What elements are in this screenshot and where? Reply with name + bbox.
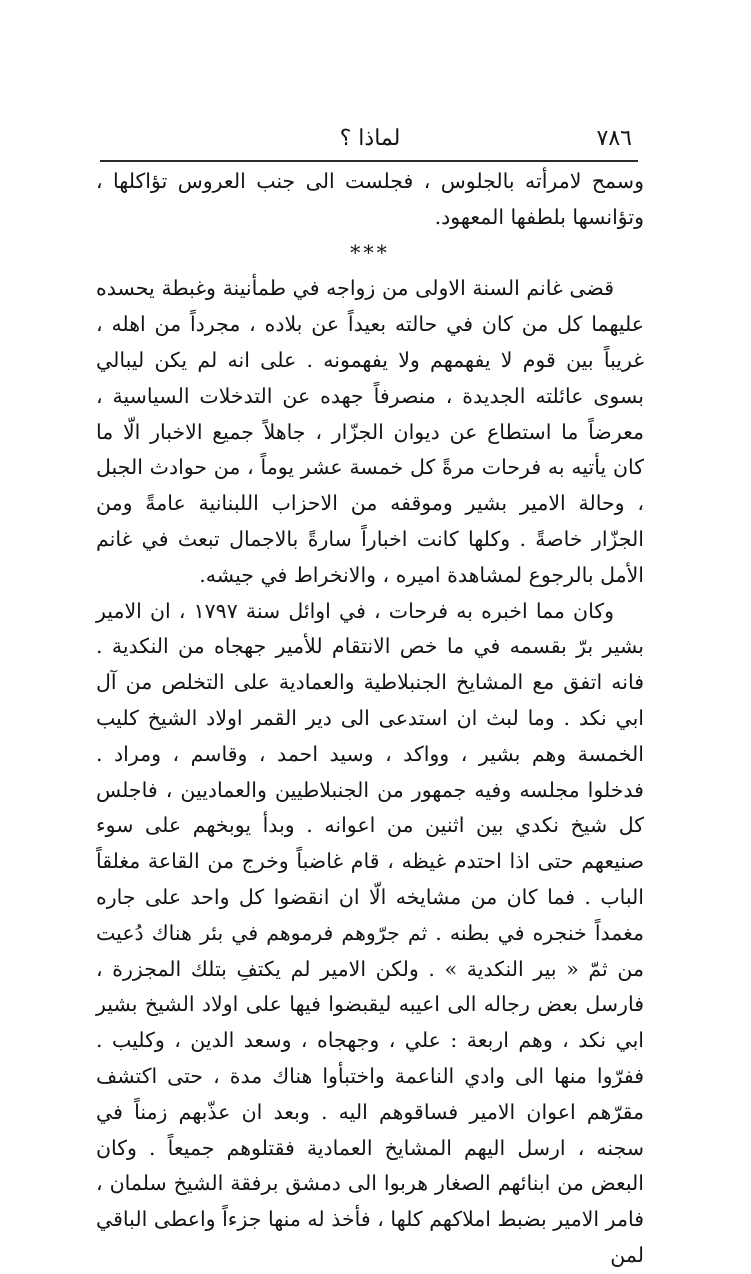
paragraph-2: قضى غانم السنة الاولى من زواجه في طمأنينة وغبطة يحسده عليهما كل من كان في حالته بعيداً عن بلاده ، مجرداً من اهله ، غريباً بين قوم لا يفهمهم ولا يفهمونه . على انه لم يكن ليبالي بسوى عائلته الجديدة ، منصرفاً جهده عن التدخلات السياسية ، معرضاً ما استطاع عن ديوان الجزّار ، جاهلاً جميع الاخبار الّا ما كان يأتيه به فرحات مرةً كل خمسة عشر يوماً ، من حوادث الجبل ، وحالة الامير بشير وموقفه من الاحزاب اللبنانية عامةً ومن الجزّار خاصةً . وكلها كانت اخباراً سارةً بالاجمال تبعث في غانم الأمل بالرجوع لمشاهدة اميره ، والانخراط في جيشه.: [96, 276, 644, 587]
paragraph-3: وكان مما اخبره به فرحات ، في اوائل سنة ١٧٩٧ ، ان الامير بشير برّ بقسمه في ما خص الانتقام للأمير جهجاه من النكدية . فانه اتفق مع المشايخ الجنبلاطية والعمادية على التخلص من آل ابي نكد . وما لبث ان استدعى الى دير القمر اولاد الشيخ كليب الخمسة وهم بشير ، وواكد ، وسيد احمد ، وقاسم ، ومراد . فدخلوا مجلسه وفيه جمهور من الجنبلاطيين والعماديين ، فاجلس كل شيخ نكدي بين اثنين من اعوانه . وبدأ يوبخهم على سوء صنيعهم حتى اذا احتدم غيظه ، قام غاضباً وخرج من القاعة مغلقاً الباب . فما كان من مشايخه الّا ان انقضوا كل واحد على جاره مغمداً خنجره في بطنه . ثم جرّوهم فرموهم في بئر هناك دُعيت من ثمّ « بير النكدية » . ولكن الامير لم يكتفِ بتلك المجزرة ، فارسل بعض رجاله الى اعيبه ليقبضوا فيها على اولاد الشيخ بشير ابي نكد ، وهم اربعة : علي ، وجهجاه ، وسعد الدين ، وكليب . ففرّوا منها الى وادي الناعمة واختبأوا هناك مدة ، حتى اكتشف مقرّهم اعوان الامير فساقوهم اليه . وبعد ان عذّبهم زمناً في سجنه ، ارسل اليهم المشايخ العمادية فقتلوهم جميعاً . وكان البعض من ابنائهم الصغار هربوا الى دمشق برفقة الشيخ سلمان ، فامر الامير بضبط املاكهم كلها ، فأخذ له منها جزءاً واعطى الباقي لمن: [96, 598, 644, 1267]
page-header: [100, 120, 640, 160]
paragraph-1: وسمح لامرأته بالجلوس ، فجلست الى جنب العروس تؤاكلها ، وتؤانسها بلطفها المعهود.: [96, 169, 644, 229]
section-separator: ***: [350, 240, 390, 265]
page-body: [96, 164, 644, 1274]
header-rule: [100, 160, 638, 162]
running-title: لماذا ؟: [339, 126, 401, 151]
page-number: ٧٨٦: [596, 126, 632, 151]
